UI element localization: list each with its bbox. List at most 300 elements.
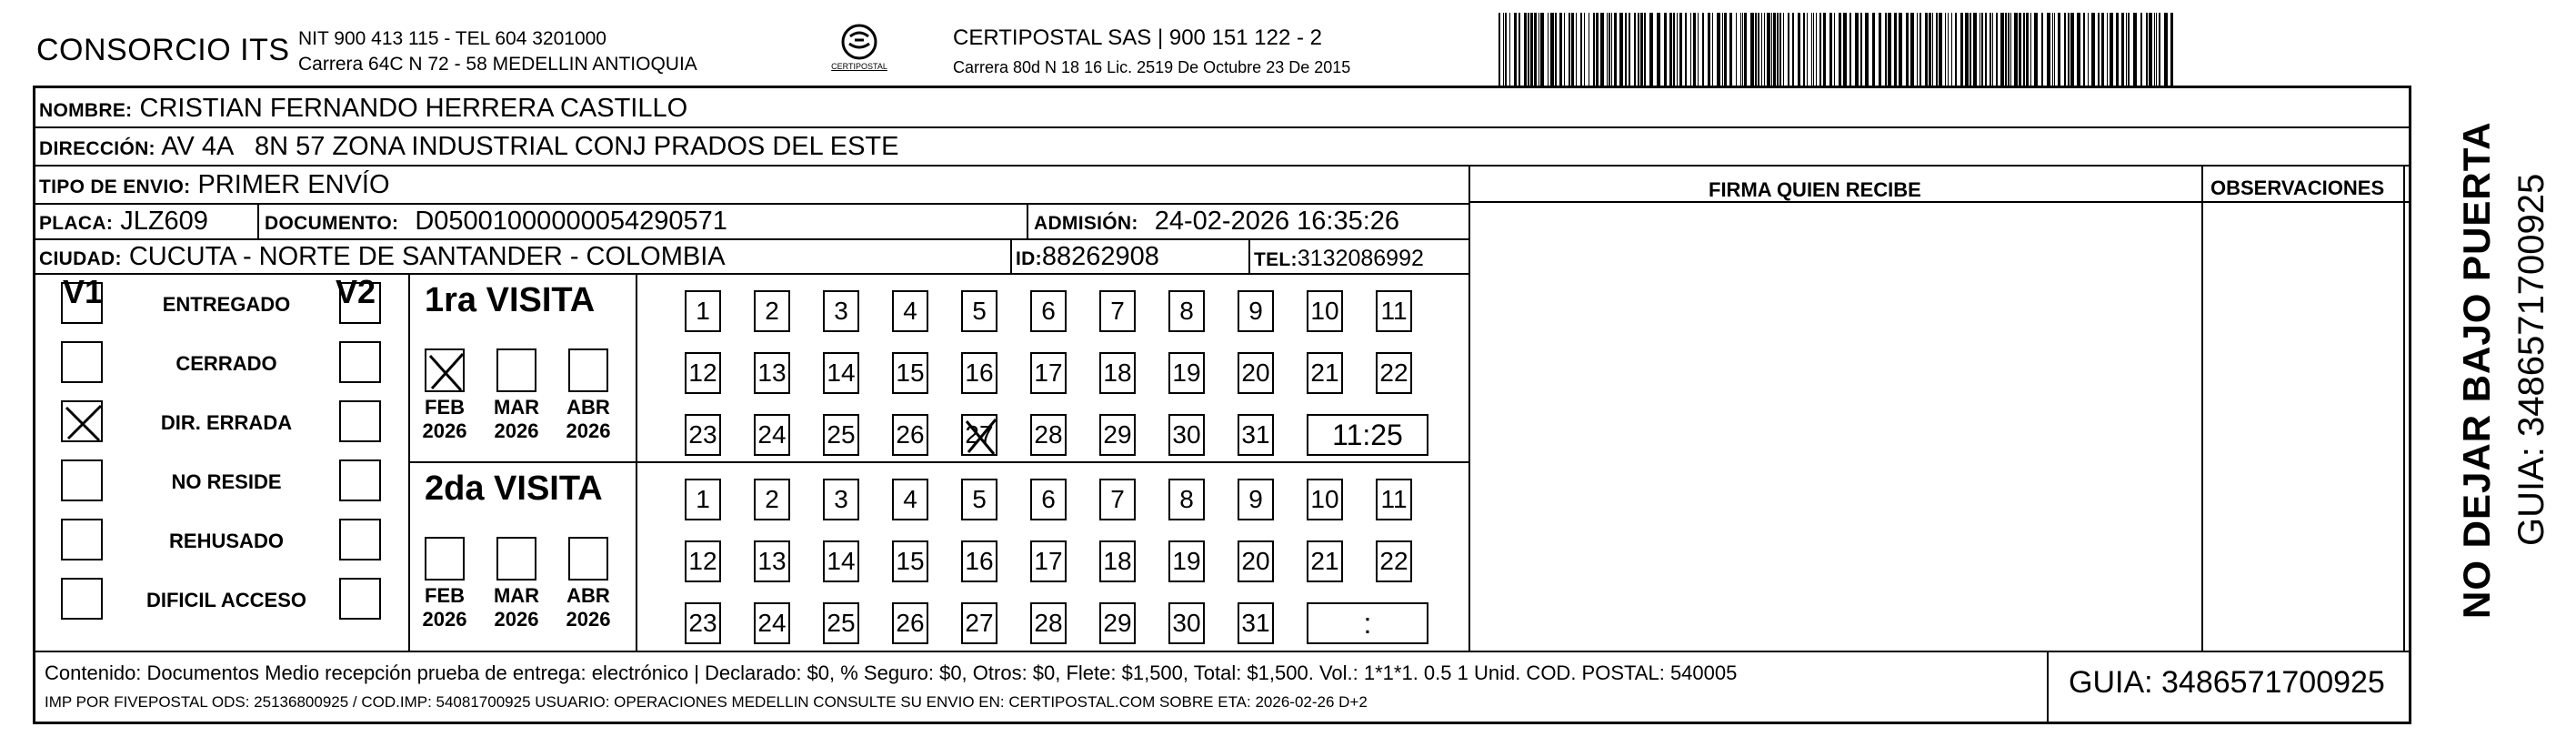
month-year: 2026 (566, 419, 611, 442)
status-label: REHUSADO (169, 530, 284, 552)
barcode-bar (1981, 13, 1983, 86)
barcode-bar (1580, 13, 1582, 86)
month-name: MAR (493, 584, 540, 607)
barcode-bar (1855, 13, 1859, 86)
barcode-bar (1894, 13, 1897, 86)
documento-label: DOCUMENTO: (265, 213, 399, 234)
barcode-bar (1819, 13, 1821, 86)
barcode-bar (1690, 13, 1691, 86)
company-name: CONSORCIO ITS (36, 33, 290, 67)
month-year: 2026 (566, 608, 611, 631)
barcode-bar (1625, 13, 1627, 86)
id-label: ID: (1016, 248, 1042, 269)
day-box-10[interactable]: 10 (1307, 290, 1343, 332)
barcode-bar (1693, 13, 1696, 86)
barcode-bar (1816, 13, 1817, 86)
month-name: FEB (425, 584, 465, 607)
v1-checkbox-2[interactable] (61, 341, 103, 383)
month-checkbox-mar[interactable] (496, 348, 536, 392)
v1-checkbox-5[interactable] (61, 519, 103, 560)
barcode-bar (2154, 13, 2155, 86)
barcode-bar (1540, 13, 1544, 86)
day-box-22[interactable]: 22 (1376, 352, 1412, 394)
barcode-bar (1996, 13, 1998, 86)
barcode-bar (2034, 13, 2038, 86)
day-box-18[interactable]: 18 (1099, 540, 1136, 582)
barcode-bar (1917, 13, 1918, 86)
barcode-bar (1823, 13, 1826, 86)
v1-checkbox-6[interactable] (61, 578, 103, 620)
day-box-28[interactable]: 28 (1030, 414, 1067, 456)
day-box-27[interactable]: 27 (961, 414, 997, 456)
barcode-bar (1951, 13, 1952, 86)
day-box-2[interactable]: 2 (754, 479, 790, 520)
day-box-18[interactable]: 18 (1099, 352, 1136, 394)
visit-time[interactable]: : (1307, 602, 1428, 644)
month-checkbox-feb[interactable] (425, 348, 465, 392)
barcode-bar (2068, 13, 2070, 86)
id-field (1016, 241, 1159, 275)
day-box-4[interactable]: 4 (892, 479, 928, 520)
day-box-20[interactable]: 20 (1238, 352, 1274, 394)
observaciones-header: OBSERVACIONES (2210, 177, 2385, 199)
tipo-row (39, 169, 390, 203)
barcode-bar (1712, 13, 1713, 86)
barcode-bar (1677, 13, 1678, 86)
month-year: 2026 (422, 608, 467, 631)
barcode-bar (1559, 13, 1562, 86)
tipo-value: PRIMER ENVÍO (197, 170, 390, 199)
day-box-21[interactable]: 21 (1307, 352, 1343, 394)
day-box-31[interactable]: 31 (1238, 414, 1274, 456)
barcode-bar (2008, 13, 2010, 86)
barcode-bar (1906, 13, 1909, 86)
barcode-bar (2170, 13, 2173, 86)
barcode-bar (1899, 13, 1902, 86)
barcode-bar (1679, 13, 1682, 86)
day-box-19[interactable]: 19 (1168, 540, 1205, 582)
barcode-bar (1722, 13, 1723, 86)
v2-checkbox-1[interactable] (339, 282, 381, 324)
month-label (556, 584, 620, 631)
barcode-bar (1955, 13, 1957, 86)
v2-checkbox-6[interactable] (339, 578, 381, 620)
day-box-22[interactable]: 22 (1376, 540, 1412, 582)
barcode-bar (1640, 13, 1643, 86)
v2-label: V2 (336, 273, 376, 310)
barcode-bar (1803, 13, 1805, 86)
visit-title: 1ra VISITA (425, 281, 596, 319)
barcode-bar (1724, 13, 1727, 86)
barcode-bar (1669, 13, 1672, 86)
barcode-bar (2133, 13, 2137, 86)
barcode-bar (2077, 13, 2080, 86)
direccion-label: DIRECCIÓN: (39, 138, 155, 159)
month-checkbox-feb[interactable] (425, 537, 465, 581)
barcode-bar (1649, 13, 1653, 86)
day-box-28[interactable]: 28 (1030, 602, 1067, 644)
barcode-bar (2014, 13, 2018, 86)
barcode-bar (1910, 13, 1914, 86)
barcode-bar (1685, 13, 1687, 86)
tipo-label: TIPO DE ENVIO: (39, 177, 191, 197)
barcode-bar (2164, 13, 2168, 86)
status-label: CERRADO (175, 352, 277, 375)
direccion-value: AV 4A 8N 57 ZONA INDUSTRIAL CONJ PRADOS DEL ESTE (161, 132, 899, 161)
guide-form (33, 86, 2411, 724)
barcode-bar (1503, 13, 1504, 86)
barcode-bar (1985, 13, 1987, 86)
nombre-label: NOMBRE: (39, 100, 133, 121)
admision-field (1034, 206, 1399, 239)
v2-checkbox-3[interactable] (339, 400, 381, 442)
day-box-7[interactable]: 7 (1099, 290, 1136, 332)
barcode-bar (1742, 13, 1743, 86)
day-box-27[interactable]: 27 (961, 602, 997, 644)
barcode-bar (2023, 13, 2025, 86)
barcode-bar (1530, 13, 1533, 86)
day-box-25[interactable]: 25 (823, 602, 859, 644)
day-box-1[interactable]: 1 (685, 479, 721, 520)
day-box-3[interactable]: 3 (823, 479, 859, 520)
barcode-bar (1498, 13, 1500, 86)
barcode-bar (2083, 13, 2085, 86)
month-year: 2026 (494, 419, 539, 442)
barcode-bar (1834, 13, 1835, 86)
barcode-bar (1584, 13, 1585, 86)
barcode-bar (1932, 13, 1933, 86)
month-label (413, 396, 476, 443)
day-box-21[interactable]: 21 (1307, 540, 1343, 582)
barcode-bar (1664, 13, 1667, 86)
barcode-bar (2064, 13, 2066, 86)
day-box-8[interactable]: 8 (1168, 479, 1205, 520)
barcode-bar (1792, 13, 1794, 86)
certipostal-line: CERTIPOSTAL SAS | 900 151 122 - 2 (953, 25, 1322, 50)
admision-label: ADMISIÓN: (1034, 213, 1138, 234)
day-box-16[interactable]: 16 (961, 352, 997, 394)
barcode-bar (1783, 13, 1784, 86)
barcode-bar (1607, 13, 1608, 86)
barcode-bar (1771, 13, 1772, 86)
v1-label: V1 (63, 273, 104, 310)
barcode-bar (1990, 13, 1991, 86)
day-box-1[interactable]: 1 (685, 290, 721, 332)
day-box-11[interactable]: 11 (1376, 290, 1412, 332)
day-box-15[interactable]: 15 (892, 352, 928, 394)
month-label (485, 584, 548, 631)
no-dejar-bajo-puerta: NO DEJAR BAJO PUERTA (2455, 121, 2498, 619)
documento-value: D05001000000054290571 (415, 207, 727, 236)
barcode-bar (1744, 13, 1747, 86)
month-checkbox-abr[interactable] (568, 348, 608, 392)
barcode-bar (1644, 13, 1646, 86)
barcode-bar (1839, 13, 1841, 86)
tel-field (1254, 243, 1424, 276)
day-box-7[interactable]: 7 (1099, 479, 1136, 520)
barcode-bar (1879, 13, 1881, 86)
day-box-9[interactable]: 9 (1238, 479, 1274, 520)
barcode-bar (2116, 13, 2119, 86)
ciudad-field (39, 241, 726, 275)
logo-caption: CERTIPOSTAL (831, 62, 887, 71)
visit-time[interactable]: 11:25 (1307, 414, 1428, 456)
barcode-bar (2030, 13, 2031, 86)
barcode-bar (1779, 13, 1781, 86)
barcode-bar (1514, 13, 1517, 86)
barcode-bar (1702, 13, 1704, 86)
barcode-bar (1596, 13, 1599, 86)
day-box-8[interactable]: 8 (1168, 290, 1205, 332)
barcode-bar (1609, 13, 1610, 86)
certipostal-logo (818, 22, 900, 82)
barcode-bar (1936, 13, 1938, 86)
barcode-bar (2121, 13, 2124, 86)
barcode-bar (1860, 13, 1862, 86)
barcode-bar (2058, 13, 2060, 86)
v1-checkbox-4[interactable] (61, 459, 103, 501)
barcode-bar (1973, 13, 1977, 86)
nit-line: NIT 900 413 115 - TEL 604 3201000 (298, 28, 606, 49)
barcode-bar (2156, 13, 2157, 86)
barcode-bar (1600, 13, 1604, 86)
barcode-bar (1888, 13, 1891, 86)
v2-checkbox-2[interactable] (339, 341, 381, 383)
day-box-13[interactable]: 13 (754, 540, 790, 582)
barcode-bar (1555, 13, 1557, 86)
barcode-bar (1777, 13, 1779, 86)
day-box-14[interactable]: 14 (823, 352, 859, 394)
barcode-bar (1965, 13, 1969, 86)
ciudad-value: CUCUTA - NORTE DE SANTANDER - COLOMBIA (128, 242, 726, 271)
barcode-bar (1813, 13, 1814, 86)
barcode (1498, 13, 2177, 86)
barcode-bar (2054, 13, 2055, 86)
barcode-bar (2107, 13, 2108, 86)
month-label (556, 396, 620, 443)
day-box-12[interactable]: 12 (685, 352, 721, 394)
barcode-bar (1614, 13, 1617, 86)
barcode-bar (1638, 13, 1639, 86)
barcode-bar (1829, 13, 1832, 86)
barcode-bar (1767, 13, 1770, 86)
barcode-bar (1773, 13, 1776, 86)
ciudad-label: CIUDAD: (39, 248, 122, 269)
barcode-bar (2101, 13, 2104, 86)
footer-print-info: IMP POR FIVEPOSTAL ODS: 25136800925 / COD.IMP: 54081700925 USUARIO: OPERACIONES MEDELLIN CONSULTE SU ENVIO EN: CERTIPOSTAL.COM SOBRE ETA: 2026-02-26 D+2 (45, 693, 1368, 711)
day-box-17[interactable]: 17 (1030, 352, 1067, 394)
barcode-bar (1509, 13, 1510, 86)
day-box-6[interactable]: 6 (1030, 479, 1067, 520)
barcode-bar (1758, 13, 1759, 86)
barcode-bar (1673, 13, 1675, 86)
day-box-23[interactable]: 23 (685, 414, 721, 456)
barcode-bar (1929, 13, 1931, 86)
barcode-bar (1519, 13, 1520, 86)
barcode-bar (1755, 13, 1757, 86)
month-name: MAR (493, 396, 540, 419)
barcode-bar (1569, 13, 1570, 86)
day-box-26[interactable]: 26 (892, 414, 928, 456)
day-box-14[interactable]: 14 (823, 540, 859, 582)
barcode-bar (2149, 13, 2152, 86)
day-box-4[interactable]: 4 (892, 290, 928, 332)
barcode-bar (1764, 13, 1765, 86)
day-box-2[interactable]: 2 (754, 290, 790, 332)
day-box-6[interactable]: 6 (1030, 290, 1067, 332)
day-box-24[interactable]: 24 (754, 602, 790, 644)
v2-checkbox-5[interactable] (339, 519, 381, 560)
documento-field (265, 206, 727, 239)
direccion-row (39, 131, 898, 165)
barcode-bar (2088, 13, 2089, 86)
day-box-25[interactable]: 25 (823, 414, 859, 456)
barcode-bar (1564, 13, 1565, 86)
day-box-19[interactable]: 19 (1168, 352, 1205, 394)
day-box-15[interactable]: 15 (892, 540, 928, 582)
day-box-29[interactable]: 29 (1099, 602, 1136, 644)
barcode-bar (2091, 13, 2095, 86)
month-year: 2026 (422, 419, 467, 442)
month-name: FEB (425, 396, 465, 419)
month-year: 2026 (494, 608, 539, 631)
barcode-bar (1505, 13, 1507, 86)
day-box-5[interactable]: 5 (961, 290, 997, 332)
barcode-bar (2010, 13, 2011, 86)
tel-label: TEL: (1254, 249, 1298, 270)
barcode-bar (1528, 13, 1529, 86)
month-checkbox-abr[interactable] (568, 537, 608, 581)
barcode-bar (2005, 13, 2007, 86)
barcode-bar (1657, 13, 1660, 86)
barcode-bar (1736, 13, 1737, 86)
day-box-30[interactable]: 30 (1168, 602, 1205, 644)
barcode-bar (1939, 13, 1942, 86)
nombre-row (39, 93, 687, 126)
day-box-13[interactable]: 13 (754, 352, 790, 394)
day-box-23[interactable]: 23 (685, 602, 721, 644)
barcode-bar (1788, 13, 1789, 86)
barcode-bar (1729, 13, 1732, 86)
barcode-bar (2052, 13, 2053, 86)
nombre-value: CRISTIAN FERNANDO HERRERA CASTILLO (139, 94, 688, 123)
footer-guia: GUIA: 3486571700925 (2069, 665, 2385, 700)
firma-header: FIRMA QUIEN RECIBE (1709, 178, 1921, 201)
barcode-bar (2019, 13, 2021, 86)
barcode-bar (1960, 13, 1963, 86)
barcode-bar (2159, 13, 2160, 86)
footer-content: Contenido: Documentos Medio recepción prueba de entrega: electrónico | Declarado: $0, % Seguro: $0, Otros: $0, Flete: $1,500, Total: $1,500. Vol.: 1*1*1. 0.5 1 Unid. COD. POSTAL: 540005 (45, 661, 1738, 684)
barcode-bar (2128, 13, 2130, 86)
placa-value: JLZ609 (120, 207, 208, 236)
day-box-24[interactable]: 24 (754, 414, 790, 456)
month-checkbox-mar[interactable] (496, 537, 536, 581)
barcode-bar (1811, 13, 1812, 86)
barcode-bar (1865, 13, 1869, 86)
barcode-bar (1524, 13, 1527, 86)
barcode-bar (1925, 13, 1928, 86)
barcode-bar (1571, 13, 1574, 86)
barcode-bar (2146, 13, 2148, 86)
barcode-bar (1698, 13, 1699, 86)
barcode-bar (1919, 13, 1921, 86)
barcode-bar (1629, 13, 1630, 86)
day-box-17[interactable]: 17 (1030, 540, 1067, 582)
barcode-bar (2000, 13, 2004, 86)
day-box-12[interactable]: 12 (685, 540, 721, 582)
barcode-bar (1843, 13, 1847, 86)
barcode-bar (1992, 13, 1993, 86)
barcode-bar (1717, 13, 1720, 86)
month-label (413, 584, 476, 631)
side-guia: GUIA: 3486571700925 (2511, 173, 2551, 546)
v1-checkbox-3[interactable] (61, 400, 103, 442)
certipostal-address: Carrera 80d N 18 16 Lic. 2519 De Octubre 23 De 2015 (953, 58, 1351, 76)
barcode-bar (2047, 13, 2050, 86)
day-box-16[interactable]: 16 (961, 540, 997, 582)
barcode-bar (1885, 13, 1887, 86)
day-box-11[interactable]: 11 (1376, 479, 1412, 520)
day-box-30[interactable]: 30 (1168, 414, 1205, 456)
month-name: ABR (566, 396, 610, 419)
month-name: ABR (566, 584, 610, 607)
barcode-bar (1970, 13, 1971, 86)
barcode-bar (1750, 13, 1754, 86)
company-address: Carrera 64C N 72 - 58 MEDELLIN ANTIOQUIA (298, 54, 697, 75)
admision-value: 24-02-2026 16:35:26 (1154, 207, 1400, 236)
barcode-bar (2070, 13, 2074, 86)
barcode-bar (1872, 13, 1875, 86)
placa-field (39, 206, 208, 239)
barcode-bar (1593, 13, 1595, 86)
barcode-bar (1576, 13, 1577, 86)
status-label: DIFICIL ACCESO (145, 589, 306, 611)
v2-checkbox-4[interactable] (339, 459, 381, 501)
day-box-9[interactable]: 9 (1238, 290, 1274, 332)
day-box-10[interactable]: 10 (1307, 479, 1343, 520)
status-label: NO RESIDE (171, 470, 282, 493)
status-label: ENTREGADO (162, 293, 291, 316)
barcode-bar (1548, 13, 1549, 86)
barcode-bar (2041, 13, 2043, 86)
id-value: 88262908 (1041, 242, 1159, 271)
barcode-bar (1761, 13, 1762, 86)
barcode-bar (1945, 13, 1946, 86)
barcode-bar (2140, 13, 2142, 86)
barcode-bar (1708, 13, 1710, 86)
day-box-5[interactable]: 5 (961, 479, 997, 520)
barcode-bar (1798, 13, 1800, 86)
v1-checkbox-1[interactable] (61, 282, 103, 324)
barcode-bar (2110, 13, 2113, 86)
day-box-20[interactable]: 20 (1238, 540, 1274, 582)
barcode-bar (1634, 13, 1636, 86)
placa-label: PLACA: (39, 213, 114, 234)
day-box-26[interactable]: 26 (892, 602, 928, 644)
status-label: DIR. ERRADA (160, 411, 293, 434)
barcode-bar (1948, 13, 1949, 86)
barcode-bar (1740, 13, 1741, 86)
barcode-bar (1807, 13, 1808, 86)
barcode-bar (2126, 13, 2127, 86)
visit-title: 2da VISITA (425, 469, 603, 508)
barcode-bar (2098, 13, 2100, 86)
day-box-31[interactable]: 31 (1238, 602, 1274, 644)
day-box-29[interactable]: 29 (1099, 414, 1136, 456)
tel-value: 3132086992 (1297, 246, 1424, 271)
barcode-bar (1534, 13, 1537, 86)
day-box-3[interactable]: 3 (823, 290, 859, 332)
